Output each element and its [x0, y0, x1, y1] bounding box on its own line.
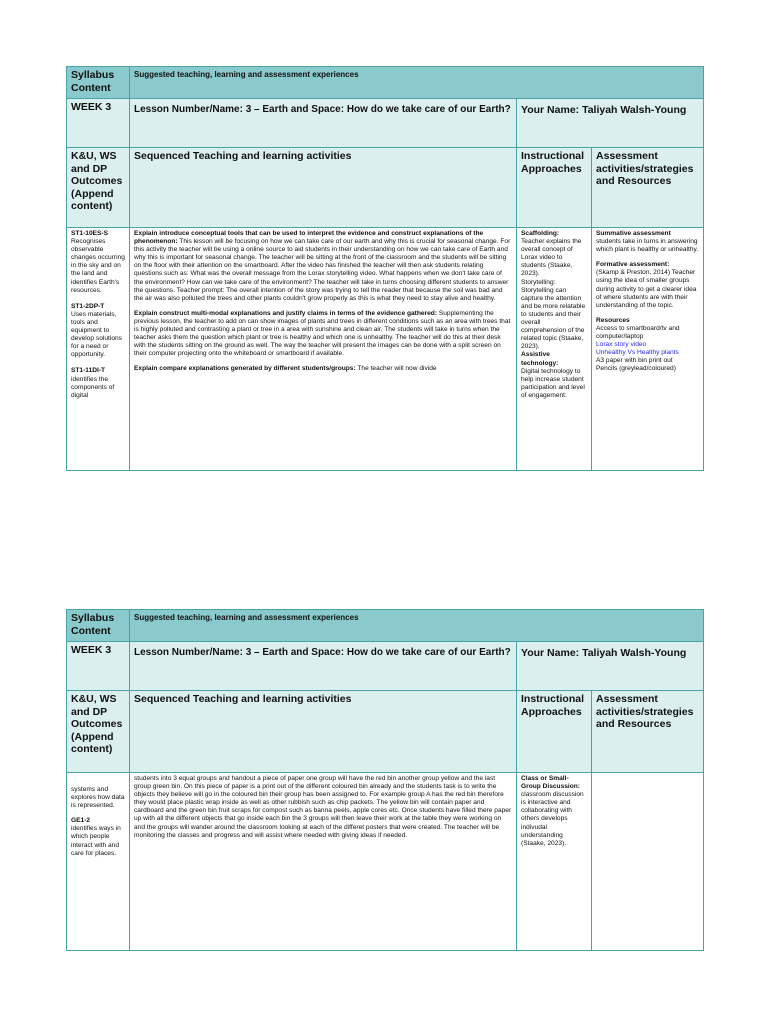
resources-text: Access to smartboard/tv and computer/laptop — [596, 324, 680, 341]
summative-lead: Summative assessment — [596, 230, 671, 237]
activity-lead: Explain construct multi-modal explanations and justify claims in terms of the evidence gathered: — [134, 309, 438, 317]
outcome-code: ST1-2DP-T — [71, 302, 105, 310]
healthy-plants-link[interactable]: Unhealthy Vs Healthy plants — [596, 349, 679, 357]
lesson-plan-page-1 — [66, 66, 703, 471]
week-label: WEEK 3 — [67, 99, 130, 148]
resources-text-3: Pencils (greylead/coloured) — [596, 365, 676, 373]
approach-lead: Class or Small-Group Discussion: — [521, 775, 580, 791]
outcome-text: Recognises observable changes occurring in the sky and on the land and identifies Earth's resources. — [71, 238, 125, 294]
your-name: Your Name: Taliyah Walsh-Young — [517, 642, 704, 691]
activities-cell — [130, 773, 517, 951]
sequenced-header: Sequenced Teaching and learning activities — [130, 148, 517, 228]
instructional-header: Instructional Approaches — [517, 148, 592, 228]
activity-text: This lesson will be focusing on how we can take care of our earth and why this is crucial for seasonal change. For this activity the teacher will be using a online source to aid students in their understanding on how we can take care of Earth and why this is important for seasonal change. The teacher will be sitting at the front of the classroom and the students will be sitting on the floor with their attention on the smartboard. After the video has finished the teacher will then ask students relating questions such as: What was the overall message from the Lorax storytelling video. What happens when we don't take care of the environment? How can we take care of the environment? The teacher will take in turns choosing different students to answer the questions. Teacher prompt: The overall intention of the story was trying to tell the reader that because the soil was bad and the air was also polluted the trees and other plants couldn't grow properly as this is what they need to stay alive and healthy. — [134, 238, 511, 302]
outcomes-header: K&U, WS and DP Outcomes (Append content) — [67, 148, 130, 228]
activity-text: students into 3 equal groups and handout a piece of paper one group will have the red bin another group yellow and the last group green bin. On this piece of paper is a print out of the different coloured bin already and the students task is to write the objects they believe will go in the coloured bin their group has been assigned to. For example group A has the red bin therefore they would place plastic wrap inside as well as other rubbish such as chip packets. The yellow bin will contain paper and cardboard and the green bin fruit scraps for compost such as banna peels, apple cores etc. Once students have filled there paper up with all the different objects that go inside each bin the 3 groups will then leave their work at the table they were working on and the groups will wander around the classroom looking at each of the differet posters that were created. The teacher will be monitoring the classes and progress and will assist where needed with giving ideas if needed. — [134, 775, 512, 839]
approach-text: Teacher explains the overall concept of Lorax video to students (Staake, 2023). — [521, 238, 582, 278]
summative-text: students take in turns in answering which plant is healthy or unhealthy. — [596, 238, 699, 254]
activity-text: Supplementing the previous lesson, the teacher to add on can show images of plants and trees in different conditions such as an area with trees that is highly polluted and contrasting a plant or tree in a area with sunshine and clean air. The students will take in turns when the teacher asks them the question which plant or tree is healthy and which one is unhealthy. The teacher will do this at their desk with the students sitting on the ground as well. The way the teacher will present the images can be done with a split screen on their computer projecting onto the whiteboard or smartboard if available. — [134, 309, 511, 358]
approach-lead: Assistive technology: — [521, 351, 559, 367]
suggested-experiences-header: Suggested teaching, learning and assessment experiences — [130, 67, 704, 99]
your-name: Your Name: Taliyah Walsh-Young — [517, 99, 704, 148]
outcome-code: GE1-2 — [71, 817, 91, 825]
outcomes-cell — [67, 773, 130, 951]
outcomes-cell — [67, 228, 130, 471]
outcome-text: identifies ways in which people interact with and care for places. — [71, 825, 121, 857]
resources-lead: Resources — [596, 316, 630, 324]
assessment-cell-empty — [592, 773, 704, 951]
activity-text: The teacher will now divide — [355, 365, 437, 373]
lesson-title: Lesson Number/Name: 3 – Earth and Space: How do we take care of our Earth? — [130, 642, 517, 691]
activity-lead: Explain introduce conceptual tools that can be used to interpret the evidence and construct explanations of the phenomenon: — [134, 230, 484, 246]
approach-text: classroom discussion is interactive and collaborating with others develops indivudal understanding (Staake, 2023). — [521, 791, 584, 847]
sequenced-header: Sequenced Teaching and learning activities — [130, 691, 517, 773]
assessment-header: Assessment activities/strategies and Resources — [592, 148, 704, 228]
activity-lead: Explain compare explanations generated by different students/groups: — [134, 365, 356, 373]
outcome-code: ST1-10ES-S — [71, 230, 109, 237]
approach-text: Digital technology to help increase student participation and level of engagement. — [521, 367, 585, 399]
formative-text: (Skamp & Preston, 2014) Teacher using the idea of smaller groups during activity to get a clearer idea of where students are with their understanding of the topic. — [596, 269, 697, 309]
approaches-cell — [517, 228, 592, 471]
formative-lead: Formative assessment: — [596, 261, 670, 269]
lesson-plan-table — [66, 609, 704, 951]
approach-lead: Scaffolding: — [521, 230, 560, 237]
instructional-header: Instructional Approaches — [517, 691, 592, 773]
resources-text-2: A3 paper with bin print out — [596, 357, 673, 365]
lesson-title: Lesson Number/Name: 3 – Earth and Space: How do we take care of our Earth? — [130, 99, 517, 148]
outcome-text: systems and explores how data is represented. — [71, 786, 125, 810]
activities-cell — [130, 228, 517, 471]
outcomes-header: K&U, WS and DP Outcomes (Append content) — [67, 691, 130, 773]
syllabus-content-header: Syllabus Content — [67, 67, 130, 99]
outcome-text: identifies the components of digital — [71, 375, 115, 399]
week-label: WEEK 3 — [67, 642, 130, 691]
suggested-experiences-header: Suggested teaching, learning and assessment experiences — [130, 610, 704, 642]
lorax-video-link[interactable]: Lorax story video — [596, 341, 647, 349]
approach-text: Storytelling: Storytelling can capture the attention and be more relatable to students and their overall comprehension of the related topic (Staake, 2023). — [521, 278, 586, 351]
outcome-text: Uses materials, tools and equipment to develop solutions for a need or opportunity. — [71, 310, 122, 359]
lesson-plan-page-2 — [66, 609, 703, 951]
approaches-cell — [517, 773, 592, 951]
assessment-header: Assessment activities/strategies and Resources — [592, 691, 704, 773]
assessment-cell — [592, 228, 704, 471]
outcome-code: ST1-11DI-T — [71, 367, 106, 375]
lesson-plan-table — [66, 66, 704, 471]
syllabus-content-header: Syllabus Content — [67, 610, 130, 642]
